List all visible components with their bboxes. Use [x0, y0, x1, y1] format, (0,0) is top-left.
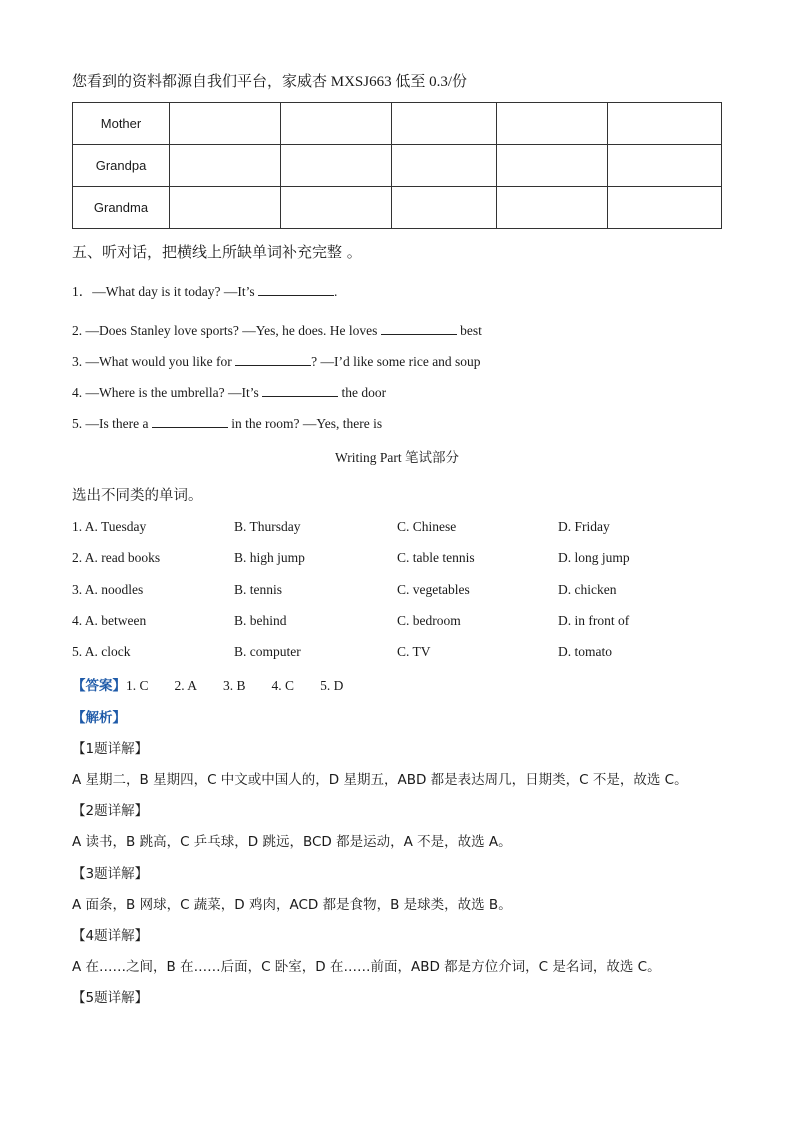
- answer-item: 1. C: [126, 678, 149, 693]
- table-cell: [608, 145, 722, 187]
- page-header: 您看到的资料都源自我们平台，家威杏 MXSJ663 低至 0.3/份: [72, 74, 468, 90]
- answer-blank[interactable]: [152, 415, 228, 428]
- choice-c: C. TV: [397, 644, 431, 659]
- choice-b: B. behind: [234, 613, 287, 628]
- table-cell: [497, 187, 608, 229]
- row-name: Grandpa: [73, 145, 170, 187]
- choice-b: B. computer: [234, 644, 301, 659]
- question-text: ? —I’d like some rice and soup: [311, 354, 481, 369]
- choice-b: B. tennis: [234, 582, 283, 597]
- choice-d: D. chicken: [558, 582, 617, 597]
- detail-tag: 【2题详解】: [72, 803, 149, 819]
- answer-line: [72, 674, 369, 694]
- choice-a: 5. A. clock: [72, 644, 131, 659]
- choice-b: B. high jump: [234, 550, 305, 565]
- answer-blank[interactable]: [235, 353, 311, 366]
- detail-text: A 在……之间，B 在……后面，C 卧室，D 在……前面，ABD 都是方位介词，C 是名词，故选 C。: [72, 959, 661, 975]
- table-cell: [392, 187, 497, 229]
- choice-b: B. Thursday: [234, 519, 301, 534]
- detail-tag: 【5题详解】: [72, 990, 149, 1006]
- table-row: [73, 145, 722, 187]
- answer-blank[interactable]: [262, 384, 338, 397]
- question-text: 2. —Does Stanley love sports? —Yes, he does. He loves: [72, 323, 381, 338]
- table-cell: [608, 187, 722, 229]
- question-text: .: [333, 284, 338, 299]
- choice-c: C. Chinese: [397, 519, 457, 534]
- answer-item: 2. A: [174, 678, 198, 693]
- choice-a: 2. A. read books: [72, 550, 161, 565]
- section-title: 五、听对话，把横线上所缺单词补充完整 。: [72, 243, 362, 261]
- table-cell: [170, 103, 281, 145]
- table-cell: [281, 145, 392, 187]
- row-name: Mother: [73, 103, 170, 145]
- question-item: [72, 353, 481, 370]
- question-text: 1．—What day is it today? —It’s: [72, 284, 258, 299]
- table-cell: [497, 103, 608, 145]
- table-row: [73, 187, 722, 229]
- choice-c: C. vegetables: [397, 582, 470, 597]
- table-cell: [170, 187, 281, 229]
- detail-tag: 【1题详解】: [72, 741, 149, 757]
- question-text: 5. —Is there a: [72, 416, 152, 431]
- detail-tag: 【3题详解】: [72, 866, 149, 882]
- table-cell: [392, 145, 497, 187]
- writing-part-title: Writing Part 笔试部分: [335, 450, 459, 465]
- question-item: [72, 280, 337, 300]
- row-name: Grandma: [73, 187, 170, 229]
- select-title: 选出不同类的单词。: [72, 488, 203, 504]
- analysis-tag: 【解析】: [72, 710, 126, 726]
- choice-c: C. bedroom: [397, 613, 461, 628]
- answer-item: 3. B: [223, 678, 246, 693]
- answer-item: 4. C: [271, 678, 295, 693]
- choice-c: C. table tennis: [397, 550, 475, 565]
- table-cell: [392, 103, 497, 145]
- answer-blank[interactable]: [258, 283, 334, 296]
- table-cell: [170, 145, 281, 187]
- question-item: [72, 322, 482, 339]
- answer-blank[interactable]: [381, 322, 457, 335]
- detail-text: A 星期二，B 星期四，C 中文或中国人的，D 星期五，ABD 都是表达周几，日期类，C 不是，故选 C。: [72, 772, 688, 788]
- question-item: [72, 384, 386, 401]
- choice-d: D. Friday: [558, 519, 610, 534]
- answer-tag: 【答案】: [72, 678, 126, 694]
- choice-a: 4. A. between: [72, 613, 147, 628]
- table-cell: [281, 103, 392, 145]
- question-item: [72, 415, 382, 432]
- question-text: 4. —Where is the umbrella? —It’s: [72, 385, 263, 400]
- table-row: [73, 103, 722, 145]
- choice-d: D. long jump: [558, 550, 630, 565]
- detail-tag: 【4题详解】: [72, 928, 149, 944]
- question-text: in the room? —Yes, there is: [227, 416, 383, 431]
- choice-d: D. tomato: [558, 644, 612, 659]
- choice-a: 1. A. Tuesday: [72, 519, 147, 534]
- question-text: the door: [338, 385, 387, 400]
- choice-a: 3. A. noodles: [72, 582, 144, 597]
- table-cell: [281, 187, 392, 229]
- detail-text: A 读书，B 跳高，C 乒乓球，D 跳远，BCD 都是运动，A 不是，故选 A。: [72, 834, 512, 850]
- answer-item: 5. D: [320, 678, 344, 693]
- choice-d: D. in front of: [558, 613, 630, 628]
- question-text: 3. —What would you like for: [72, 354, 236, 369]
- question-text: best: [456, 323, 482, 338]
- table-cell: [608, 103, 722, 145]
- detail-text: A 面条，B 网球，C 蔬菜，D 鸡肉，ACD 都是食物，B 是球类，故选 B。: [72, 897, 512, 913]
- table-cell: [497, 145, 608, 187]
- family-table: [72, 102, 722, 229]
